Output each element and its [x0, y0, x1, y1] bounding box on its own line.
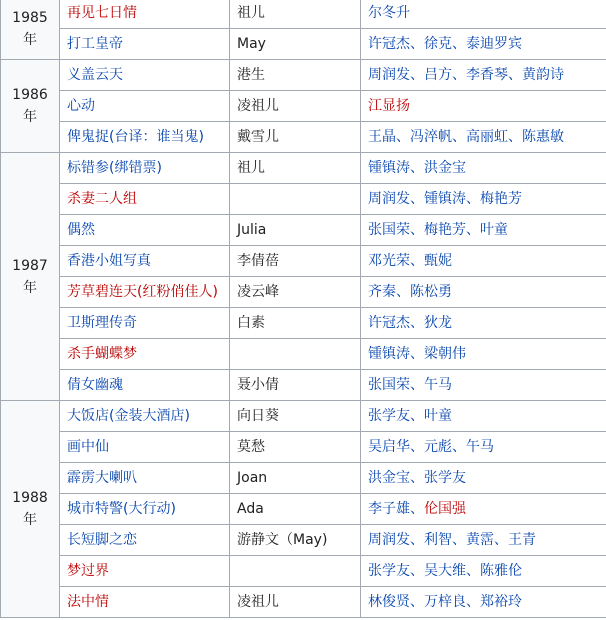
role-cell: 白素: [230, 308, 361, 339]
film-title-link[interactable]: 杀妻二人组: [67, 191, 137, 207]
cast-member-link[interactable]: 徐克: [424, 36, 452, 52]
cast-member-link[interactable]: 梅艳芳: [480, 191, 522, 207]
cast-cell: [361, 91, 606, 122]
cast-separator: 、: [466, 563, 480, 579]
year-cell: [1, 153, 60, 401]
year-suffix: 年: [23, 512, 37, 528]
film-title-link[interactable]: 霹雳大喇叭: [67, 470, 137, 486]
cast-cell: [361, 494, 606, 525]
cast-member-link[interactable]: 邓光荣: [368, 253, 410, 269]
role-cell: 莫愁: [230, 432, 361, 463]
role-cell: 游静文（May): [230, 525, 361, 556]
cast-member-link[interactable]: 张学友: [368, 408, 410, 424]
film-title-link[interactable]: 画中仙: [67, 439, 109, 455]
title-cell: [60, 339, 230, 370]
table-row: [1, 60, 606, 91]
cast-member-link[interactable]: 伦国强: [424, 501, 466, 517]
cast-member-link[interactable]: 许冠杰: [368, 315, 410, 331]
table-row: [1, 215, 606, 246]
role-cell: Julia: [230, 215, 361, 246]
cast-member-link[interactable]: 尔冬升: [368, 5, 410, 21]
film-title-link[interactable]: 梦过界: [67, 563, 109, 579]
cast-separator: 、: [452, 67, 466, 83]
cast-cell: [361, 184, 606, 215]
cast-member-link[interactable]: 锺镇涛: [368, 346, 410, 362]
cast-separator: 、: [410, 346, 424, 362]
cast-cell: [361, 29, 606, 60]
cast-cell: [361, 556, 606, 587]
cast-separator: 、: [466, 222, 480, 238]
film-title-link[interactable]: 芳草碧连天(红粉俏佳人): [67, 284, 218, 300]
film-title-link[interactable]: 倩女幽魂: [67, 377, 123, 393]
cast-member-link[interactable]: 黄霑: [466, 532, 494, 548]
cast-member-link[interactable]: 陈雅伦: [480, 563, 522, 579]
title-cell: [60, 463, 230, 494]
film-title-link[interactable]: 俾鬼捉(台译：谁当鬼): [67, 129, 204, 145]
film-title-link[interactable]: 卫斯理传奇: [67, 315, 137, 331]
cast-cell: [361, 277, 606, 308]
title-cell: [60, 184, 230, 215]
cast-member-link[interactable]: 洪金宝: [368, 470, 410, 486]
year-number: 1985: [12, 9, 48, 26]
role-cell: Joan: [230, 463, 361, 494]
table-row: [1, 153, 606, 184]
cast-member-link[interactable]: 林俊贤: [368, 594, 410, 610]
year-suffix: 年: [23, 279, 37, 296]
film-title-link[interactable]: 标错参(绑错票): [67, 160, 162, 176]
film-title-link[interactable]: 义盖云天: [67, 67, 123, 83]
title-cell: [60, 153, 230, 184]
title-cell: [60, 401, 230, 432]
year-number: 1986: [12, 87, 48, 103]
cast-cell: [361, 587, 606, 618]
cast-member-link[interactable]: 张学友: [424, 470, 466, 486]
role-cell: 祖儿: [230, 153, 361, 184]
cast-member-link[interactable]: 冯淬帆: [410, 129, 452, 145]
cast-separator: 、: [410, 160, 424, 176]
year-cell: [1, 0, 60, 60]
cast-separator: 、: [452, 36, 466, 52]
year-number: 1987: [12, 257, 48, 274]
film-title-link[interactable]: 大饭店(金装大酒店): [67, 408, 190, 424]
cast-member-link[interactable]: 吴启华: [368, 439, 410, 455]
title-cell: [60, 494, 230, 525]
cast-member-link[interactable]: 周润发: [368, 191, 410, 207]
title-cell: [60, 525, 230, 556]
cast-cell: [361, 60, 606, 91]
cast-member-link[interactable]: 梁朝伟: [424, 346, 466, 362]
title-cell: [60, 91, 230, 122]
filmography-body: [1, 0, 606, 618]
year-suffix: 年: [23, 109, 37, 125]
cast-cell: [361, 339, 606, 370]
cast-member-link[interactable]: 江显扬: [368, 98, 410, 114]
title-cell: [60, 587, 230, 618]
year-number: 1988: [12, 490, 48, 506]
table-row: [1, 370, 606, 401]
cast-cell: [361, 246, 606, 277]
cast-member-link[interactable]: 吕方: [424, 67, 452, 83]
film-title-link[interactable]: 杀手蝴蝶梦: [67, 346, 137, 362]
cast-separator: 、: [410, 36, 424, 52]
cast-member-link[interactable]: 锺镇涛: [424, 191, 466, 207]
cast-separator: 、: [410, 532, 424, 548]
role-cell: 凌祖儿: [230, 91, 361, 122]
cast-separator: 、: [410, 222, 424, 238]
cast-separator: 、: [452, 532, 466, 548]
film-title-link[interactable]: 打工皇帝: [67, 36, 123, 52]
cast-member-link[interactable]: 泰迪罗宾: [466, 36, 522, 52]
cast-member-link[interactable]: 王青: [508, 532, 536, 548]
cast-member-link[interactable]: 李香琴: [466, 67, 508, 83]
cast-cell: [361, 525, 606, 556]
cast-member-link[interactable]: 叶童: [480, 222, 508, 238]
table-row: [1, 494, 606, 525]
cast-separator: 、: [410, 563, 424, 579]
table-row: [1, 308, 606, 339]
title-cell: [60, 556, 230, 587]
cast-member-link[interactable]: 高丽虹: [466, 129, 508, 145]
cast-member-link[interactable]: 许冠杰: [368, 36, 410, 52]
film-title-link[interactable]: 长短脚之恋: [67, 532, 137, 548]
role-cell: 凌祖儿: [230, 587, 361, 618]
title-cell: [60, 308, 230, 339]
cast-cell: [361, 0, 606, 29]
role-cell: 聂小倩: [230, 370, 361, 401]
cast-separator: 、: [466, 191, 480, 207]
cast-member-link[interactable]: 张国荣: [368, 222, 410, 238]
title-cell: [60, 0, 230, 29]
table-row: [1, 184, 606, 215]
table-row: [1, 432, 606, 463]
cast-separator: 、: [508, 129, 522, 145]
table-row: [1, 29, 606, 60]
cast-cell: [361, 153, 606, 184]
cast-separator: 、: [410, 377, 424, 393]
film-title-link[interactable]: 法中情: [67, 594, 109, 610]
role-cell: Ada: [230, 494, 361, 525]
cast-member-link[interactable]: 周润发: [368, 532, 410, 548]
cast-member-link[interactable]: 陈松勇: [410, 284, 452, 300]
cast-separator: 、: [396, 284, 410, 300]
film-title-link[interactable]: 再见七日情: [67, 5, 137, 21]
table-row: [1, 463, 606, 494]
cast-cell: [361, 401, 606, 432]
film-title-link[interactable]: 香港小姐写真: [67, 253, 151, 269]
table-row: [1, 587, 606, 618]
cast-member-link[interactable]: 陈惠敏: [522, 129, 564, 145]
title-cell: [60, 29, 230, 60]
table-row: [1, 246, 606, 277]
year-cell: [1, 60, 60, 153]
cast-separator: 、: [452, 129, 466, 145]
cast-separator: 、: [410, 253, 424, 269]
year-cell: [1, 401, 60, 618]
title-cell: [60, 215, 230, 246]
role-cell: [230, 556, 361, 587]
title-cell: [60, 60, 230, 91]
cast-cell: [361, 215, 606, 246]
table-row: [1, 91, 606, 122]
title-cell: [60, 277, 230, 308]
table-row: [1, 277, 606, 308]
cast-member-link[interactable]: 王晶: [368, 129, 396, 145]
role-cell: [230, 339, 361, 370]
cast-separator: 、: [410, 594, 424, 610]
cast-separator: 、: [410, 408, 424, 424]
cast-member-link[interactable]: 午马: [466, 439, 494, 455]
role-cell: 李倩蓓: [230, 246, 361, 277]
role-cell: May: [230, 29, 361, 60]
cast-member-link[interactable]: 狄龙: [424, 315, 452, 331]
cast-member-link[interactable]: 锺镇涛: [368, 160, 410, 176]
cast-member-link[interactable]: 梅艳芳: [424, 222, 466, 238]
cast-member-link[interactable]: 吴大维: [424, 563, 466, 579]
role-cell: 向日葵: [230, 401, 361, 432]
cast-separator: 、: [410, 67, 424, 83]
cast-member-link[interactable]: 张学友: [368, 563, 410, 579]
cast-member-link[interactable]: 午马: [424, 377, 452, 393]
cast-member-link[interactable]: 黄韵诗: [522, 67, 564, 83]
table-row: [1, 122, 606, 153]
cast-cell: [361, 370, 606, 401]
cast-separator: 、: [410, 315, 424, 331]
role-cell: 祖儿: [230, 0, 361, 29]
cast-member-link[interactable]: 洪金宝: [424, 160, 466, 176]
title-cell: [60, 246, 230, 277]
cast-member-link[interactable]: 元彪: [424, 439, 452, 455]
film-title-link[interactable]: 心动: [67, 98, 95, 114]
cast-member-link[interactable]: 齐秦: [368, 284, 396, 300]
title-cell: [60, 432, 230, 463]
year-suffix: 年: [23, 31, 37, 48]
film-title-link[interactable]: 偶然: [67, 222, 95, 238]
cast-member-link[interactable]: 甄妮: [424, 253, 452, 269]
cast-cell: [361, 308, 606, 339]
cast-separator: 、: [410, 191, 424, 207]
cast-cell: [361, 122, 606, 153]
cast-member-link[interactable]: 李子雄: [368, 501, 410, 517]
title-cell: [60, 370, 230, 401]
cast-separator: 、: [466, 594, 480, 610]
film-title-link[interactable]: 城市特警(大行动): [67, 501, 176, 517]
role-cell: 凌云峰: [230, 277, 361, 308]
role-cell: 港生: [230, 60, 361, 91]
role-cell: [230, 184, 361, 215]
cast-separator: 、: [410, 439, 424, 455]
cast-member-link[interactable]: 周润发: [368, 67, 410, 83]
cast-separator: 、: [410, 501, 424, 517]
role-cell: 戴雪儿: [230, 122, 361, 153]
table-row: [1, 556, 606, 587]
table-row: [1, 525, 606, 556]
table-row: [1, 0, 606, 29]
title-cell: [60, 122, 230, 153]
cast-member-link[interactable]: 万梓良: [424, 594, 466, 610]
cast-separator: 、: [410, 470, 424, 486]
table-row: [1, 401, 606, 432]
cast-member-link[interactable]: 利智: [424, 532, 452, 548]
cast-cell: [361, 432, 606, 463]
cast-separator: 、: [452, 439, 466, 455]
cast-separator: 、: [396, 129, 410, 145]
cast-cell: [361, 463, 606, 494]
cast-member-link[interactable]: 张国荣: [368, 377, 410, 393]
cast-member-link[interactable]: 叶童: [424, 408, 452, 424]
cast-separator: 、: [508, 67, 522, 83]
cast-separator: 、: [494, 532, 508, 548]
cast-member-link[interactable]: 郑裕玲: [480, 594, 522, 610]
table-row: [1, 339, 606, 370]
